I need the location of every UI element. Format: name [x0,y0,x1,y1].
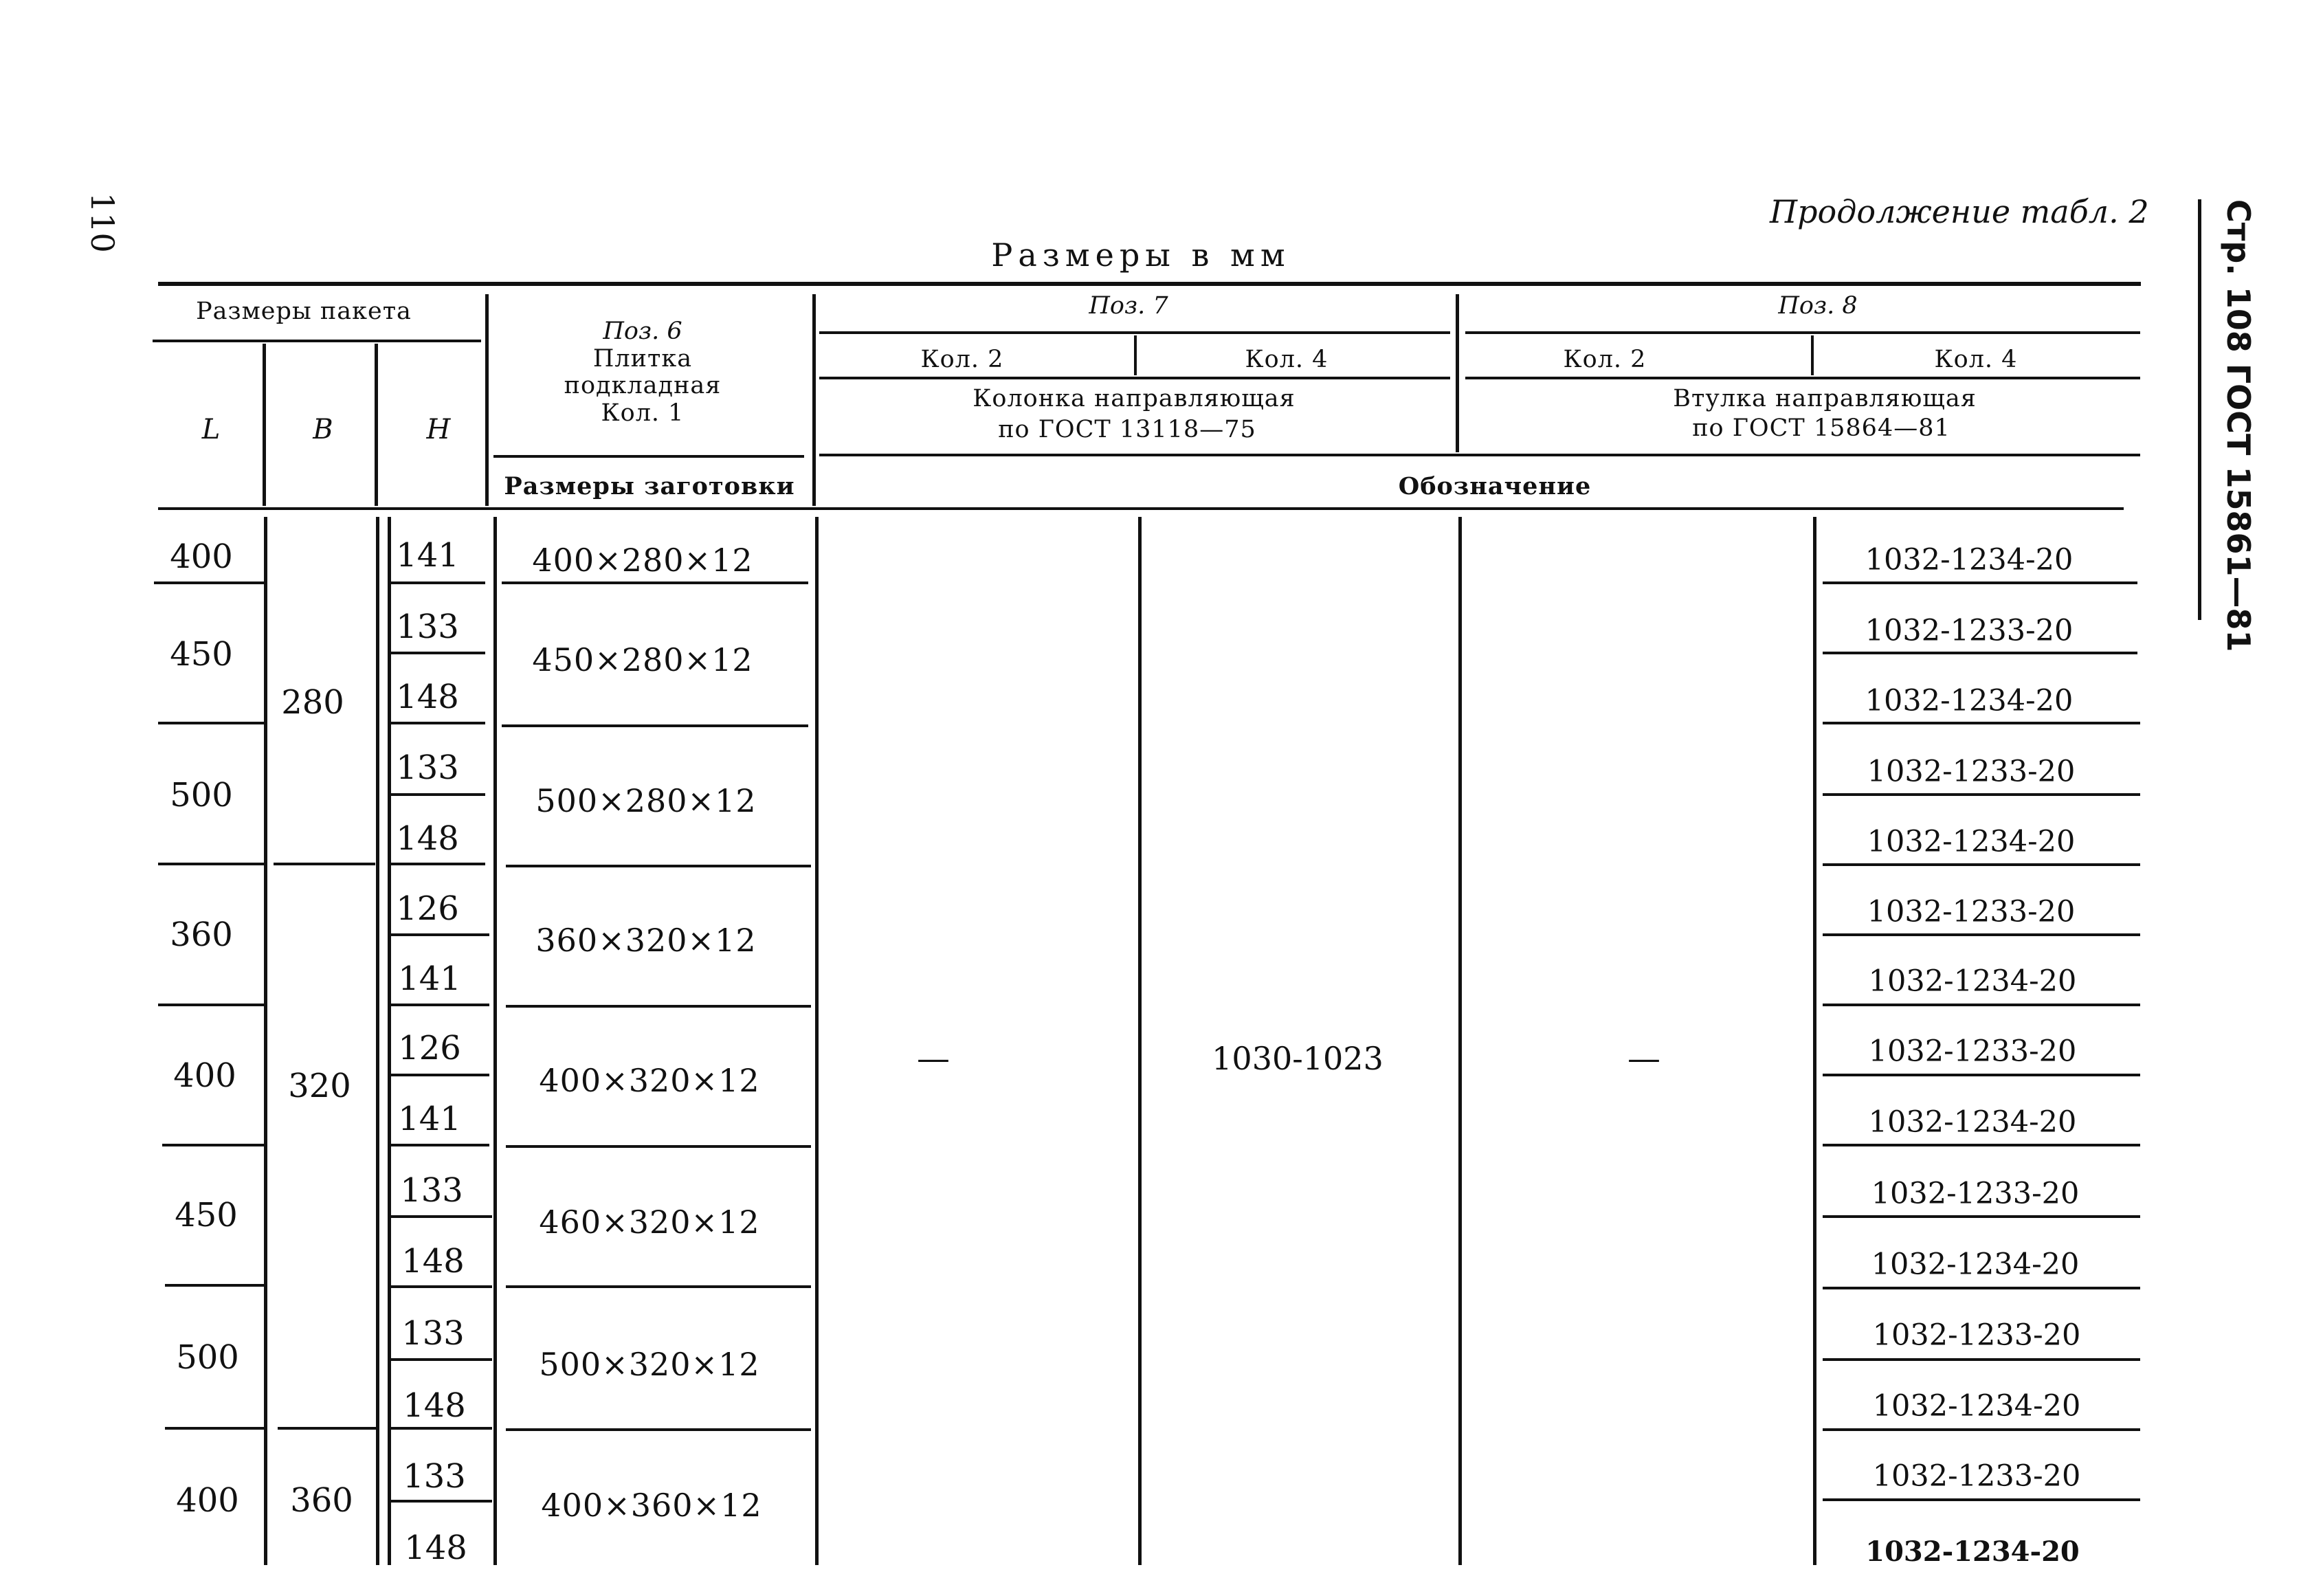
pos8-col4-value: 1032-1233-20 [1865,613,2074,648]
header-pos6: Поз. 6 [603,318,682,345]
L-value: 400 [173,1056,236,1095]
L-value: 400 [170,537,233,576]
blank-size: 500×320×12 [539,1346,760,1383]
H-value: 126 [398,1029,461,1067]
header-pos8-name: Втулка направляющая [1673,385,1977,412]
pos8-col2-value: — [1627,1039,1660,1078]
pos8-col4-value: 1032-1233-20 [1868,1034,2077,1069]
H-value: 148 [396,819,459,858]
pos8-col4-value: 1032-1233-20 [1867,894,2076,929]
continuation-caption: Продолжение табл. 2 [1770,193,2149,230]
pos8-col4-value: 1032-1234-20 [1872,1388,2081,1423]
blank-size: 400×280×12 [532,542,753,579]
header-pos6-name1: Плитка [592,345,693,373]
blank-size: 460×320×12 [539,1204,760,1241]
B-value: 320 [288,1067,351,1105]
pos7-col4-value: 1030-1023 [1212,1040,1383,1077]
header-pos8-gost: по ГОСТ 15864—81 [1692,414,1950,442]
header-pos8-col2: Кол. 2 [1563,346,1647,373]
header-pos6-name2: подкладная [564,372,722,399]
L-value: 400 [176,1481,239,1520]
page-number: 110 [84,192,121,253]
header-H: H [426,414,451,445]
H-value: 133 [401,1314,465,1353]
pos7-col2-value: — [917,1039,950,1078]
header-pos7-gost: по ГОСТ 13118—75 [998,416,1256,443]
H-value: 133 [403,1457,466,1496]
header-designation: Обозначение [1398,472,1592,500]
header-package-dims: Размеры пакета [196,298,412,325]
L-value: 360 [170,916,233,954]
pos8-col4-value: 1032-1233-20 [1872,1318,2081,1353]
blank-size: 500×280×12 [535,782,757,819]
pos8-col4-value: 1032-1233-20 [1872,1459,2081,1494]
pos8-col4-value: 1032-1234-20 [1868,964,2077,999]
header-pos7-col4: Кол. 4 [1245,346,1329,373]
header-pos7: Поз. 7 [1089,292,1168,320]
L-value: 500 [170,776,233,814]
H-value: 148 [404,1529,467,1567]
header-blank-sizes: Размеры заготовки [504,472,795,500]
H-value: 126 [396,889,459,928]
H-value: 133 [396,608,459,646]
pos8-col4-value: 1032-1233-20 [1871,1176,2080,1211]
H-value: 141 [398,1100,461,1138]
header-pos7-name: Колонка направляющая [972,385,1296,412]
H-value: 133 [396,749,459,787]
L-value: 500 [176,1338,239,1377]
pos8-col4-value: 1032-1233-20 [1867,754,2076,789]
B-value: 360 [290,1481,353,1520]
pos8-col4-value: 1032-1234-20 [1871,1247,2080,1282]
header-pos8-col4: Кол. 4 [1934,346,2018,373]
header-pos7-col2: Кол. 2 [920,346,1004,373]
H-value: 141 [396,536,459,575]
L-value: 450 [175,1196,238,1234]
header-pos8: Поз. 8 [1778,292,1858,320]
blank-size: 450×280×12 [532,641,753,678]
blank-size: 400×360×12 [541,1487,762,1524]
side-header-rule [2198,199,2201,620]
H-value: 148 [401,1242,465,1281]
B-value: 280 [281,683,344,722]
header-B: B [313,414,333,445]
pos8-col4-value: 1032-1234-20 [1865,542,2074,577]
H-value: 141 [398,960,461,998]
header-L: L [201,414,221,445]
side-header: Стр. 108 ГОСТ 15861—81 [2220,199,2257,652]
H-value: 133 [400,1171,463,1210]
pos8-col4-value: 1032-1234-20 [1867,824,2076,859]
pos8-col4-value: 1032-1234-20 [1865,1536,2080,1568]
header-pos6-col: Кол. 1 [601,399,685,427]
blank-size: 400×320×12 [539,1062,760,1099]
L-value: 450 [170,635,233,674]
H-value: 148 [403,1386,466,1425]
pos8-col4-value: 1032-1234-20 [1868,1105,2077,1140]
pos8-col4-value: 1032-1234-20 [1865,683,2074,718]
H-value: 148 [396,678,459,716]
units-caption: Размеры в мм [991,236,1291,274]
blank-size: 360×320×12 [535,922,757,959]
